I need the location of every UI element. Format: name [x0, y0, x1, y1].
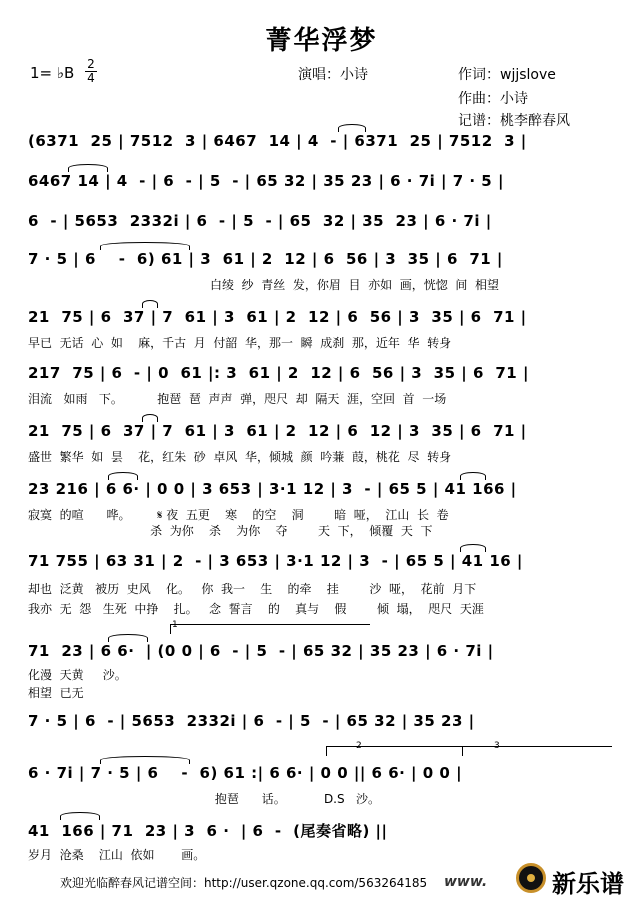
- score-row-12: 6 · 7i | 7 · 5 | 6 - 6) 61 :| 6 6· | 0 0 || 6 6· | 0 0 |: [28, 764, 463, 782]
- slur-mark: [108, 472, 138, 480]
- lyrics-line-9b: 我亦 无 怨 生死 中挣 扎。 念 誓言 的 真与 假 倾 塌， 咫尺 天涯: [28, 602, 484, 616]
- logo-www-text: www.: [444, 874, 488, 890]
- record-disc-icon: [516, 863, 546, 893]
- lyrics-line-7: 盛世 繁华 如 昙 花，红朱 砂 卓风 华，倾城 颜 吟蒹 葭，桃花 尽 转身: [28, 450, 452, 464]
- site-logo: [444, 860, 640, 898]
- lyricist-credit: 作词：wjjslove: [458, 67, 556, 83]
- score-row-7: 21 75 | 6 37 | 7 61 | 3 61 | 2 12 | 6 12 | 3 35 | 6 71 |: [28, 422, 527, 440]
- singer-credit: 演唱：小诗: [298, 67, 368, 83]
- volta-bracket-2: [326, 746, 462, 756]
- slur-mark: [108, 634, 148, 642]
- lyrics-line-5: 早已 无话 心 如 麻，千古 月 付韶 华，那一 瞬 成刹 那，近年 华 转身: [28, 336, 452, 350]
- slur-mark: [100, 756, 190, 764]
- footer-link-text[interactable]: 欢迎光临醉春风记谱空间：http://user.qzone.qq.com/563264185: [60, 876, 428, 890]
- lyrics-line-10b: 相望 已无: [28, 686, 84, 700]
- time-signature: [84, 58, 98, 85]
- volta-bracket-3: [462, 746, 612, 756]
- volta-label-3: 3: [494, 741, 500, 751]
- logo-brand-text: 新乐谱: [552, 870, 624, 898]
- score-row-5: 21 75 | 6 37 | 7 61 | 3 61 | 2 12 | 6 56 | 3 35 | 6 71 |: [28, 308, 527, 326]
- lyrics-line-13: 岁月 沧桑 江山 依如 画。: [28, 848, 206, 862]
- lyrics-line-4: 白绫 纱 青丝 发，你眉 目 亦如 画，恍惚 间 相望: [210, 278, 500, 292]
- slur-mark: [68, 164, 108, 172]
- score-row-9: 71 755 | 63 31 | 2 - | 3 653 | 3·1 12 | 3 - | 65 5 | 41 16 |: [28, 552, 523, 570]
- scorer-credit: 记谱：桃李醉春风: [458, 113, 570, 129]
- score-row-8: 23 216 | 6 6· | 0 0 | 3 653 | 3·1 12 | 3 - | 65 5 | 41 166 |: [28, 480, 517, 498]
- score-row-1: (6371 25 | 7512 3 | 6467 14 | 4 - | 6371 25 | 7512 3 |: [28, 132, 527, 150]
- score-row-13: 41 166 | 71 23 | 3 6 · | 6 - (尾奏省略) ||: [28, 822, 388, 840]
- time-signature-top: 2: [87, 57, 95, 71]
- slur-mark: [100, 242, 190, 250]
- score-row-6: 217 75 | 6 - | 0 61 |: 3 61 | 2 12 | 6 56 | 3 35 | 6 71 |: [28, 364, 529, 382]
- lyrics-line-9a: 却也 泛黄 被历 史风 化。 你 我一 生 的牵 挂 沙 哑， 花前 月下: [28, 582, 477, 596]
- volta-label-2: 2: [356, 741, 362, 751]
- volta-bracket-1: [170, 624, 370, 634]
- lyrics-line-10a: 化漫 天黄 沙。: [28, 668, 127, 682]
- composer-credit: 作曲：小诗: [458, 91, 528, 107]
- volta-label-1: 1: [172, 620, 178, 630]
- time-signature-bottom: 4: [87, 71, 95, 85]
- score-row-2: 6467 14 | 4 - | 6 - | 5 - | 65 32 | 35 23 | 6 · 7i | 7 · 5 |: [28, 172, 504, 190]
- slur-mark: [460, 472, 486, 480]
- score-row-10: 71 23 | 6 6· | (0 0 | 6 - | 5 - | 65 32 | 35 23 | 6 · 7i |: [28, 642, 494, 660]
- slur-mark: [460, 544, 486, 552]
- lyrics-line-8a: 寂寞 的喧 哗。 𝄋 夜 五更 寒 的空 洞 暗 哑， 江山 长 卷: [28, 508, 449, 522]
- lyrics-line-6: 泪流 如雨 下。 抱琶 琶 声声 弹，咫尺 却 隔天 涯，空回 首 一场: [28, 392, 447, 406]
- score-row-11: 7 · 5 | 6 - | 5653 2332i | 6 - | 5 - | 65 32 | 35 23 |: [28, 712, 475, 730]
- slur-mark: [338, 124, 366, 132]
- score-row-4: 7 · 5 | 6 - 6) 61 | 3 61 | 2 12 | 6 56 | 3 35 | 6 71 |: [28, 250, 503, 268]
- key-signature: 1= ♭B: [30, 64, 75, 82]
- lyrics-line-12: 抱琶 话。 D.S 沙。: [28, 792, 381, 806]
- score-row-3: 6 - | 5653 2332i | 6 - | 5 - | 65 32 | 35 23 | 6 · 7i |: [28, 212, 492, 230]
- slur-mark: [142, 414, 158, 422]
- song-title: 菁华浮梦: [265, 26, 378, 56]
- slur-mark: [60, 812, 100, 820]
- lyrics-line-8b: 杀 为你 杀 为你 夺 天 下， 倾覆 天 下: [28, 524, 433, 538]
- slur-mark: [142, 300, 158, 308]
